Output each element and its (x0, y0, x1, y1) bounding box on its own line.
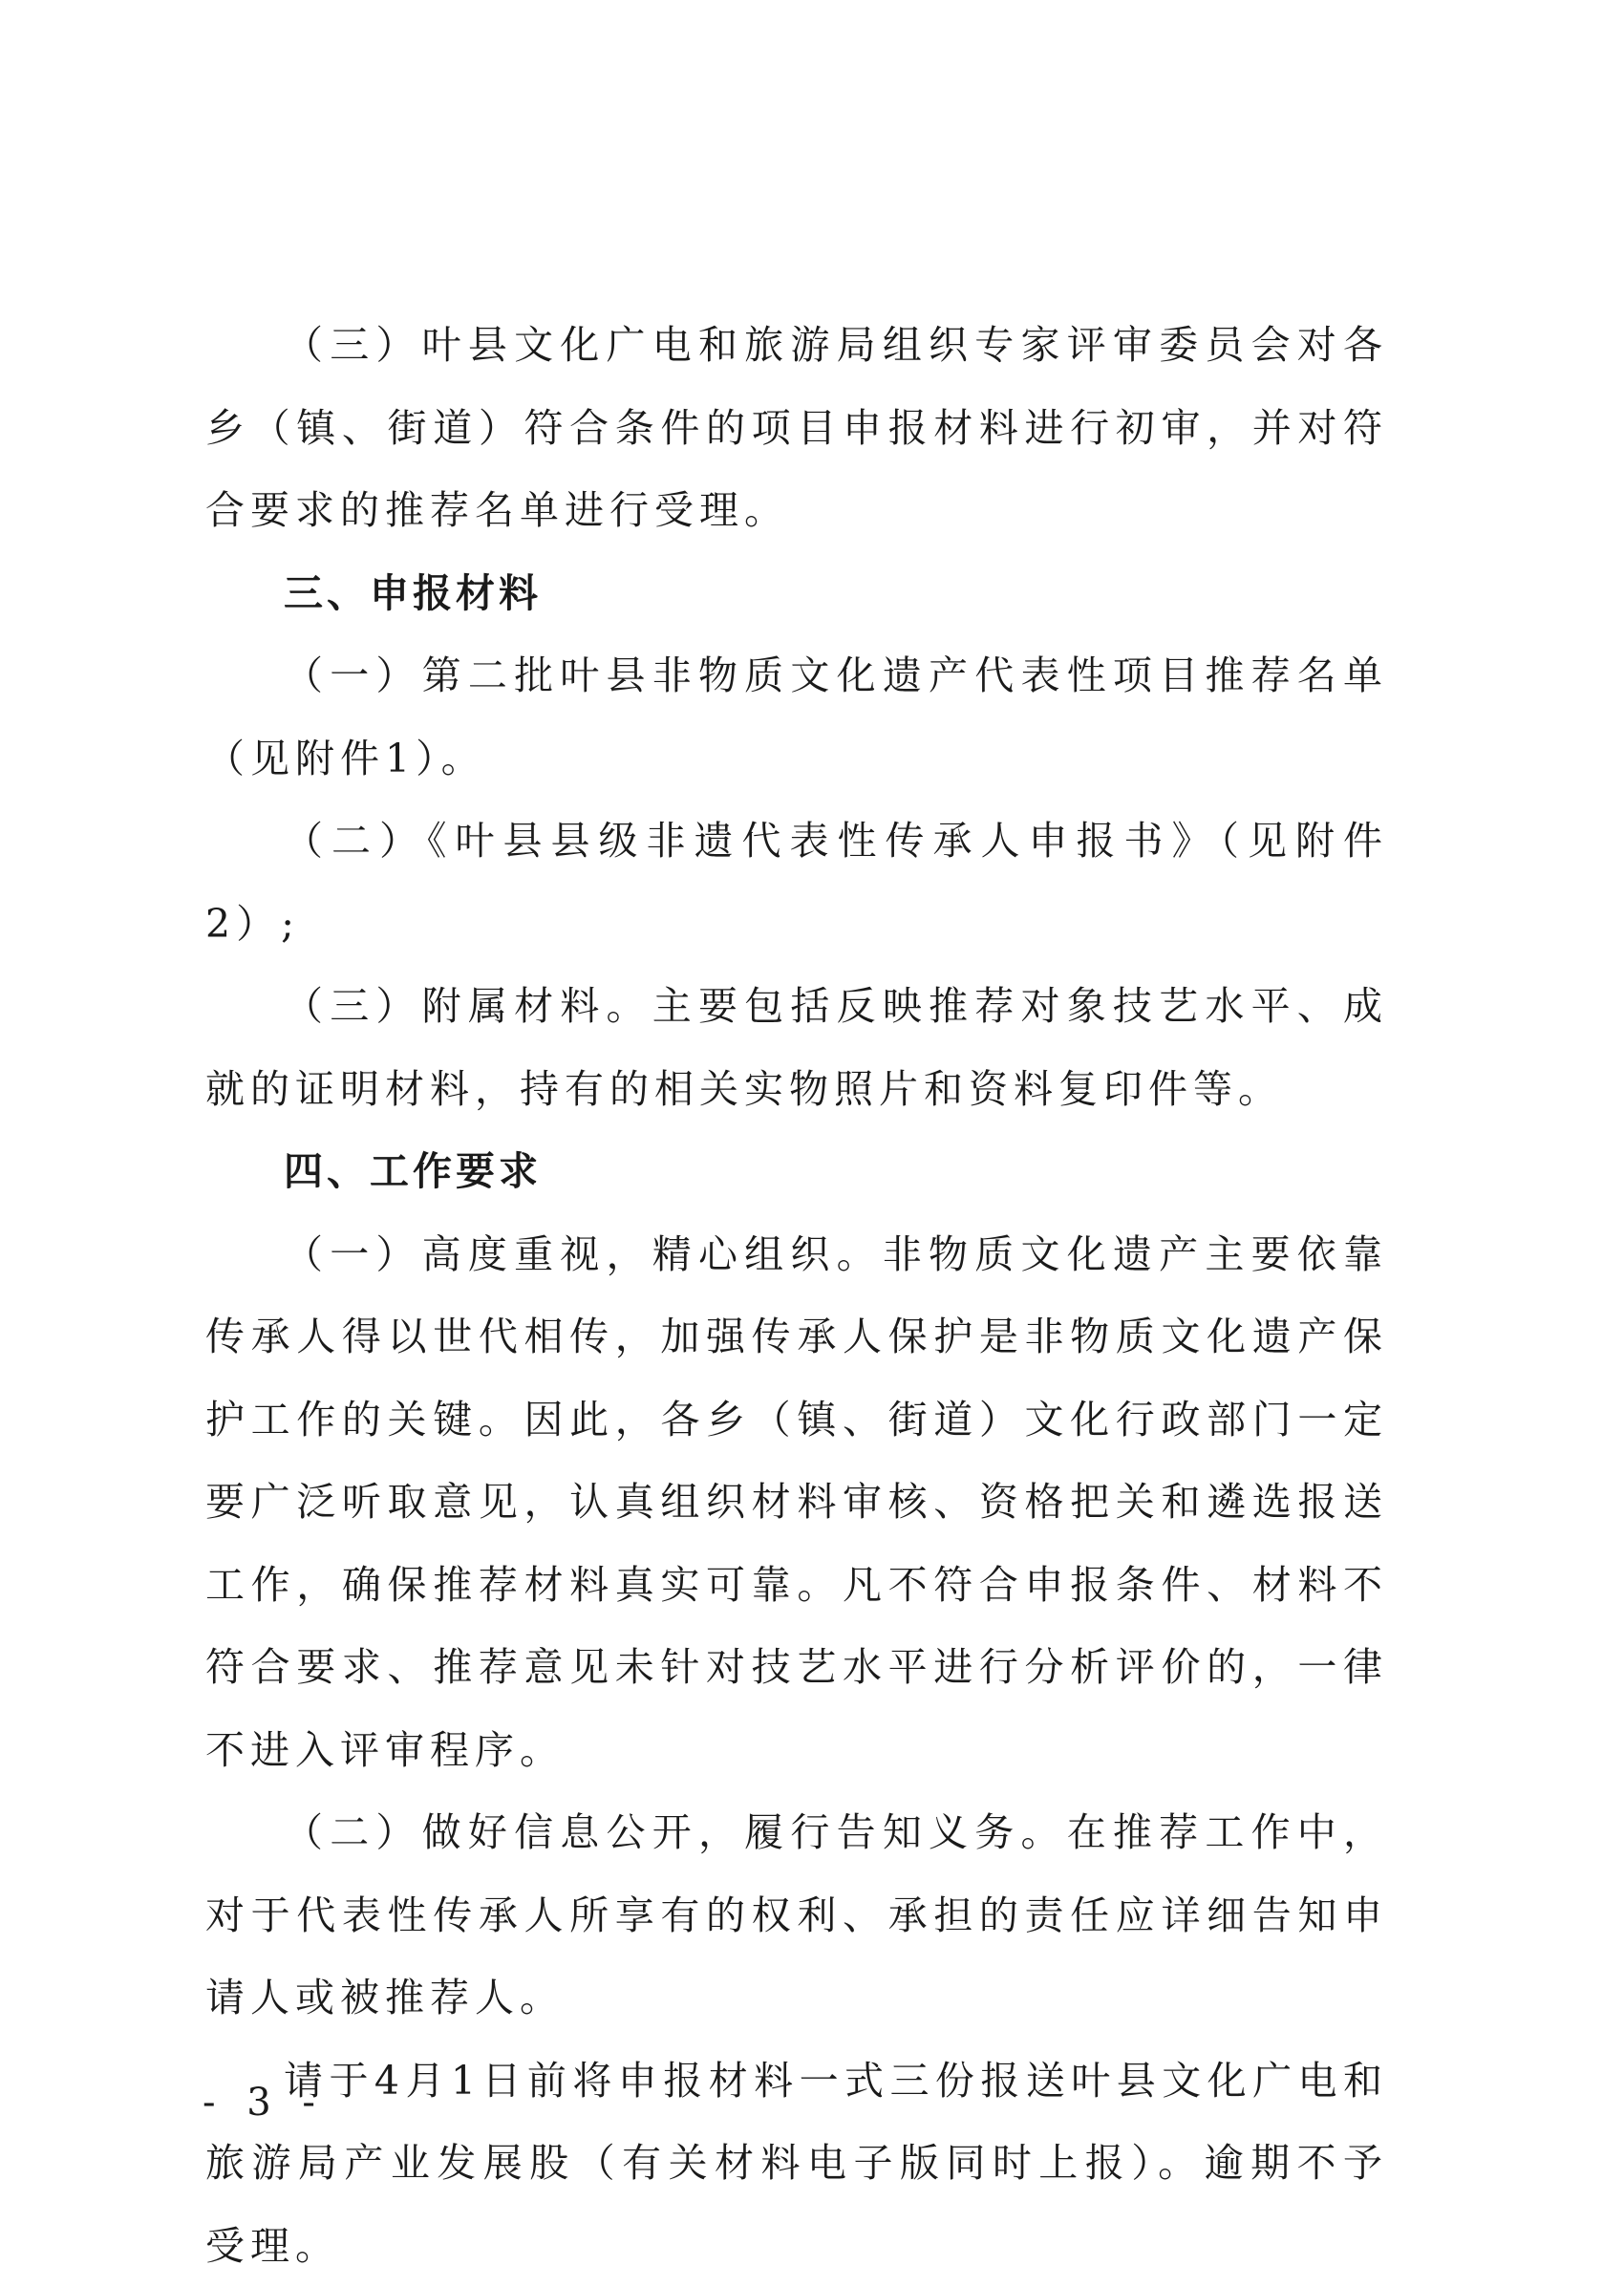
paragraph-preliminary-review: （三）叶县文化广电和旅游局组织专家评审委员会对各乡（镇、街道）符合条件的项目申报材料进行初审，并对符合要求的推荐名单进行受理。 (205, 304, 1388, 552)
paragraph-material-3: （三）附属材料。主要包括反映推荐对象技艺水平、成就的证明材料，持有的相关实物照片和资料复印件等。 (205, 965, 1388, 1130)
paragraph-requirement-1: （一）高度重视，精心组织。非物质文化遗产主要依靠传承人得以世代相传，加强传承人保护是非物质文化遗产保护工作的关键。因此，各乡（镇、街道）文化行政部门一定要广泛听取意见，认真组织材料审核、资格把关和遴选报送工作，确保推荐材料真实可靠。凡不符合申报条件、材料不符合要求、推荐意见未针对技艺水平进行分析评价的，一律不进入评审程序。 (205, 1213, 1388, 1792)
paragraph-material-1: （一）第二批叶县非物质文化遗产代表性项目推荐名单（见附件1）。 (205, 634, 1388, 800)
paragraph-requirement-2: （二）做好信息公开，履行告知义务。在推荐工作中，对于代表性传承人所享有的权利、承担的责任应详细告知申请人或被推荐人。 (205, 1791, 1388, 2040)
section-heading-materials: 三、申报材料 (205, 552, 1388, 635)
document-body (205, 304, 1388, 2287)
paragraph-submission-deadline: 请于4月1日前将申报材料一式三份报送叶县文化广电和旅游局产业发展股（有关材料电子版同时上报）。逾期不予受理。 (205, 2040, 1388, 2287)
section-heading-requirements: 四、工作要求 (205, 1130, 1388, 1213)
page-number: - 3 - (203, 2081, 325, 2125)
paragraph-material-2: （二）《叶县县级非遗代表性传承人申报书》（见附件2）; (205, 800, 1388, 965)
